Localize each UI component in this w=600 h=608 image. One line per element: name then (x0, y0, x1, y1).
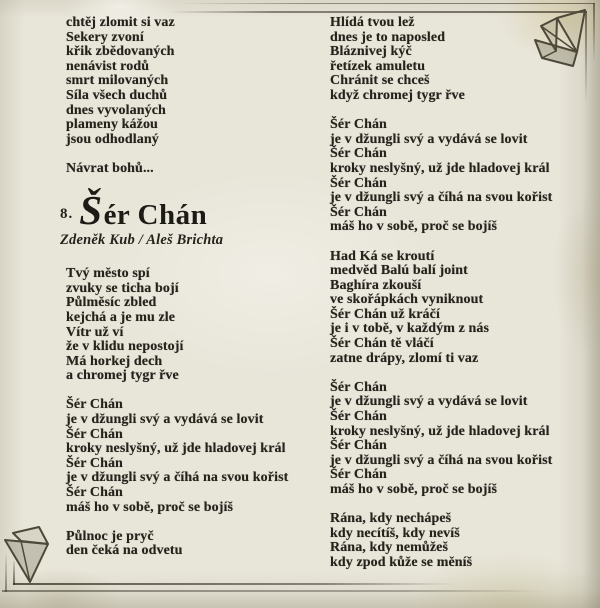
stanza-pulnoc (60, 530, 332, 559)
lyric-line: máš ho v sobě, proč se bojíš (66, 499, 234, 515)
lyric-line: je v džungli svý a vydává se lovit (330, 131, 528, 147)
lyric-line: zvuky se ticha bojí (66, 280, 179, 296)
frame-line-left-inner (13, 561, 15, 585)
lyric-line: Šér Chán (66, 397, 123, 413)
lyric-line: kroky neslyšný, už jde hladovej král (330, 423, 550, 439)
lyric-line: Šér Chán (330, 409, 387, 425)
lyric-line: Šér Chán (330, 379, 387, 395)
stanza-verse-2 (330, 16, 592, 104)
lyric-line: že v klidu nepostojí (66, 339, 184, 355)
lyric-line: Baghíra zkouší (330, 277, 422, 293)
lyric-line: zatne drápy, zlomí ti vaz (330, 350, 479, 366)
lyric-line: ve skořápkách vyniknout (330, 292, 484, 308)
lyric-line: Návrat bohů... (66, 160, 154, 176)
stanza-outro (330, 512, 592, 570)
lyric-line: Šér Chán (66, 485, 123, 501)
frame-line-top-inner (168, 11, 587, 13)
lyric-line: Šér Chán (66, 426, 123, 442)
frame-line-right-outer (593, 3, 595, 63)
lyric-line: jsou odhodlaný (66, 131, 159, 147)
track-title-initial: Š (79, 187, 103, 234)
track-title (77, 187, 208, 234)
lyric-line: kroky neslyšný, už jde hladovej král (66, 441, 286, 457)
frame-line-top-outer (178, 3, 595, 4)
lyric-line: Šér Chán (330, 175, 387, 191)
lyric-line: Tvý město spí (66, 266, 150, 282)
frame-line-bottom-inner (13, 583, 455, 585)
lyric-line: kroky neslyšný, už jde hladovej král (330, 160, 550, 176)
lyric-line: je i v tobě, v každým z nás (330, 321, 490, 337)
lyric-line: křik zbědovaných (66, 44, 175, 60)
lyric-line: Šér Chán (330, 467, 387, 483)
lyric-line: kejchá a je mu zle (66, 309, 176, 325)
lyric-line: medvěd Balú balí joint (330, 263, 468, 279)
lyric-line: řetízek amuletu (330, 58, 426, 74)
stanza-chorus-2 (330, 118, 592, 235)
stanza-navrat (60, 162, 332, 177)
lyric-line: Půlnoc je pryč (66, 528, 154, 544)
lyric-line: Půlměsíc zbled (66, 295, 157, 311)
lyric-line: Má horkej dech (66, 353, 163, 369)
track-title-rest: ér Chán (103, 199, 208, 232)
frame-line-left-outer (5, 552, 7, 592)
lyric-line: je v džungli svý a vydává se lovit (330, 394, 528, 410)
lyric-line: a chromej tygr řve (66, 368, 179, 384)
lyric-line: Chránit se chceš (330, 73, 430, 89)
lyric-line: je v džungli svý a vydává se lovit (66, 412, 264, 428)
lyric-line: chtěj zlomit si vaz (66, 15, 175, 30)
lyric-line: Rána, kdy nechápeš (330, 511, 452, 527)
lyric-line: smrt milovaných (66, 73, 169, 89)
track-title-block (60, 187, 332, 249)
lyric-line: kdy necítíš, kdy nevíš (330, 525, 460, 541)
frame-line-bottom-outer (2, 590, 542, 592)
lyric-line: Had Ká se kroutí (330, 248, 435, 264)
lyric-line: když chromej tygr řve (330, 87, 465, 103)
lyric-line: den čeká na odvetu (66, 543, 183, 559)
lyric-line: dnes je to naposled (330, 29, 446, 45)
lyric-line: Síla všech duchů (66, 87, 168, 103)
lyric-line: Rána, kdy nemůžeš (330, 540, 448, 556)
lyric-line: kdy zpod kůže se měníš (330, 554, 473, 570)
lyric-line: Šér Chán (330, 117, 387, 133)
lyric-line: je v džungli svý a číhá na svou kořist (66, 470, 289, 486)
stanza-verse-3 (330, 250, 592, 367)
lyric-line: Šér Chán (330, 438, 387, 454)
track-title-line (60, 187, 332, 234)
stanza-intro (60, 16, 332, 147)
lyric-line: je v džungli svý a číhá na svou kořist (330, 190, 553, 206)
lyric-line: Šér Chán (330, 204, 387, 220)
lyric-line: Šér Chán (330, 146, 387, 162)
lyric-line: Hlídá tvou lež (330, 15, 415, 30)
lyric-line: Šér Chán (66, 455, 123, 471)
lyric-line: Vítr už ví (66, 324, 124, 340)
track-number: 8. (60, 206, 74, 223)
origami-folded-paper-icon (0, 524, 66, 588)
lyric-line: máš ho v sobě, proč se bojíš (330, 482, 498, 497)
stanza-chorus-3 (330, 381, 592, 498)
left-lyrics-column (60, 16, 332, 559)
stanza-verse-1 (60, 267, 332, 384)
lyric-line: nenávist rodů (66, 58, 150, 74)
track-credits: Zdeněk Kub / Aleš Brichta (60, 232, 224, 249)
lyric-line: Šér Chán už kráčí (330, 306, 440, 322)
lyric-line: plameny kážou (66, 117, 158, 133)
stanza-chorus-1 (60, 398, 332, 515)
lyric-line: Sekery zvoní (66, 29, 144, 45)
lyric-line: dnes vyvolaných (66, 102, 166, 118)
lyric-line: Bláznivej kýč (330, 44, 412, 60)
right-lyrics-column (330, 16, 592, 571)
lyric-line: máš ho v sobě, proč se bojíš (330, 219, 498, 235)
lyric-line: Šér Chán tě vláčí (330, 336, 434, 352)
lyric-line: je v džungli svý a číhá na svou kořist (330, 452, 553, 468)
